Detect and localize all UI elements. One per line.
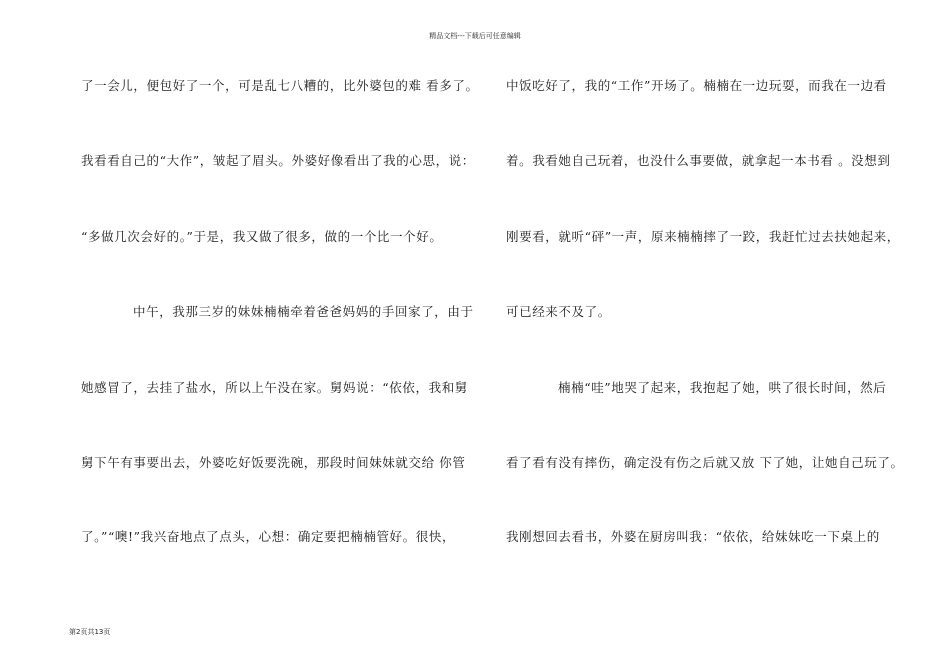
text-line: 着。我看她自己玩着，也没什么事要做，就拿起一本书看 。没想到 [506,153,891,168]
text-line: 她感冒了，去挂了盐水，所以上午没在家。舅妈说：“依依，我和舅 [81,380,468,395]
text-line: 我看看自己的“大作”，皱起了眉头。外婆好像看出了我的心思，说： [81,153,475,168]
text-line: 中午，我那三岁的妹妹楠楠牵着爸爸妈妈的手回家了，由于 [133,304,474,319]
page-header: 精品文档---下载后可任意编辑 [429,32,521,40]
text-line: 了。”“噢!”我兴奋地点了点头，心想：确定要把楠楠管好。很快， [81,529,456,544]
text-line: 刚要看，就听“砰”一声，原来楠楠摔了一跤，我赶忙过去扶她起来， [506,229,900,244]
text-line: 舅下午有事要出去，外婆吃好饭要洗碗，那段时间妹妹就交给 你管 [81,455,466,470]
text-line: 可已经来不及了。 [506,304,611,319]
page-number: 第2页共13页 [69,628,111,636]
text-line: 中饭吃好了，我的“工作”开场了。楠楠在一边玩耍，而我在一边看 [506,78,887,93]
text-line: “多做几次会好的。”于是，我又做了很多，做的一个比一个好。 [81,229,443,244]
text-line: 我刚想回去看书，外婆在厨房叫我：“依依，给妹妹吃一下桌上的 [506,529,880,544]
text-line: 楠楠“哇”地哭了起来，我抱起了她，哄了很长时间，然后 [558,380,887,395]
text-line: 了一会儿，便包好了一个，可是乱七八糟的，比外婆包的难 看多了。 [81,78,479,93]
text-line: 看了看有没有摔伤，确定没有伤之后就又放 下了她，让她自己玩了。 [506,455,904,470]
